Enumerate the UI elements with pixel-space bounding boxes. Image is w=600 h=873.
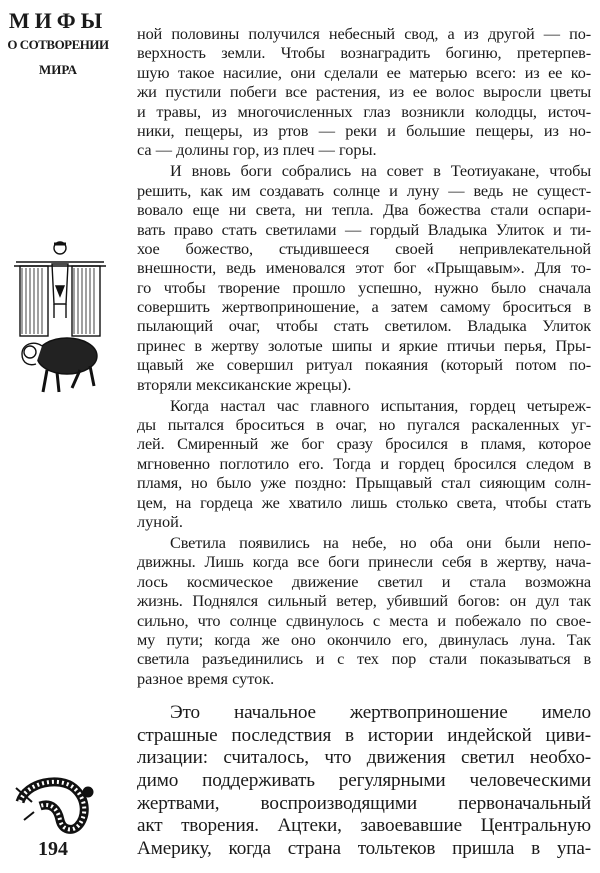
text-line: Это начальное жертвоприношение имело: [170, 702, 591, 723]
text-line: щавый же совершил ритуал покаяния (который потом по-: [137, 355, 591, 375]
text-line: жертвами, воспроизводящими первоначальный: [137, 792, 591, 814]
text-line: светила разъединились и с тех пор стали показываться в: [137, 649, 591, 669]
text-line: луной.: [137, 511, 183, 531]
text-line: лей. Смиренный же бог сразу бросился в пламя, которое: [137, 434, 591, 454]
text-line: верхность земли. Чтобы вознаградить богиню, претерпев-: [137, 43, 591, 63]
paragraph: [137, 161, 591, 394]
text-line: и травы, из многочисленных глаз возникли колодцы, источ-: [137, 101, 591, 121]
paragraph: [137, 24, 591, 160]
text-line: хое божество, стыдившееся своей непривлекательной: [137, 238, 591, 258]
text-line: вторяли мексиканские жрецы).: [137, 374, 352, 394]
text-line: сильно, что солнце сдвинулось с места и побежало по свое-: [137, 610, 591, 630]
text-line: му пути; когда же оно окончило его, двинулась луна. Так: [137, 629, 591, 649]
text-line: го чтобы творение прошло успешно, нужно было сначала: [137, 277, 591, 297]
paragraph: [137, 533, 591, 688]
text-line: ники, пещеры, из ртов — реки и большие пещеры, из но-: [137, 120, 591, 140]
text-line: Когда настал час главного испытания, гордец четыреж-: [170, 395, 591, 415]
text-line: разное время суток.: [137, 668, 275, 688]
highlighted-paragraph: [137, 702, 591, 861]
page-number: 194: [38, 838, 68, 860]
text-line: Америку, когда страна тольтеков пришла в упа-: [137, 838, 591, 860]
text-line: решить, как им создавать солнце и луну — ведь не сущест-: [137, 180, 591, 200]
text-line: акт творения. Ацтеки, завоевавшие Центральную: [137, 815, 591, 837]
text-line: лизации: считалось, что движения светил необхо-: [137, 747, 591, 769]
text-line: ной половины получился небесный свод, а из другой — по-: [137, 24, 591, 43]
text-line: мгновенно поглотило его. Тогда и гордец бросился следом в: [137, 453, 591, 473]
section-subtitle-2: МИРА: [38, 62, 78, 77]
text-line: лось космическое движение светил и стала возможна: [137, 571, 591, 591]
serpent-illustration: [14, 772, 104, 834]
text-line: внешности, ведь именовался этот бог «Прыщавым». Для то-: [137, 258, 591, 278]
text-line: страшные последствия в истории индейской циви-: [137, 724, 591, 746]
text-line: совершить жертвоприношение, а затем самому броситься в: [137, 297, 591, 317]
text-line: цем, на гордеца же хватило лишь столько света, чтобы стать: [137, 492, 591, 512]
text-line: пламя, но было уже поздно: Прыщавый стал сияющим солн-: [137, 473, 591, 493]
text-line: Светила появились на небе, но оба они были непо-: [170, 532, 591, 552]
text-line: вать право стать светилами — гордый Владыка Улиток и ти-: [137, 219, 591, 239]
section-title: МИФЫ: [8, 8, 108, 33]
text-line: жи пустили побеги все растения, из ее волос выросли цветы: [137, 82, 591, 102]
text-line: са — долины гор, из плеч — горы.: [137, 140, 377, 160]
section-subtitle: О СОТВОРЕНИИ: [7, 37, 109, 52]
text-line: димо поддерживать регулярными человеческими: [137, 770, 591, 792]
text-line: ды пытался броситься в очаг, но пугался раскаленных уг-: [137, 415, 591, 434]
text-line: шую такое насилие, они сделали ее матерью всего: из ее ко-: [137, 62, 591, 82]
paragraph: [137, 396, 591, 532]
main-text: [137, 24, 591, 690]
text-line: принес в жертву золотые шипы и яркие птичьи перья, Пры-: [137, 335, 591, 355]
text-line: движны. Лишь когда все боги принесли себя в жертву, нача-: [137, 552, 591, 572]
text-line: вовало еще ни света, ни тепла. Два божества стали оспари-: [137, 200, 591, 220]
text-line: жизнь. Поднялся сильный ветер, убивший богов: он дул так: [137, 591, 591, 611]
deity-on-ram-illustration: [12, 238, 107, 398]
text-line: пылающий очаг, чтобы стать светилом. Владыка Улиток: [137, 316, 591, 336]
text-line: И вновь боги собрались на совет в Теотиуакане, чтобы: [170, 161, 591, 181]
